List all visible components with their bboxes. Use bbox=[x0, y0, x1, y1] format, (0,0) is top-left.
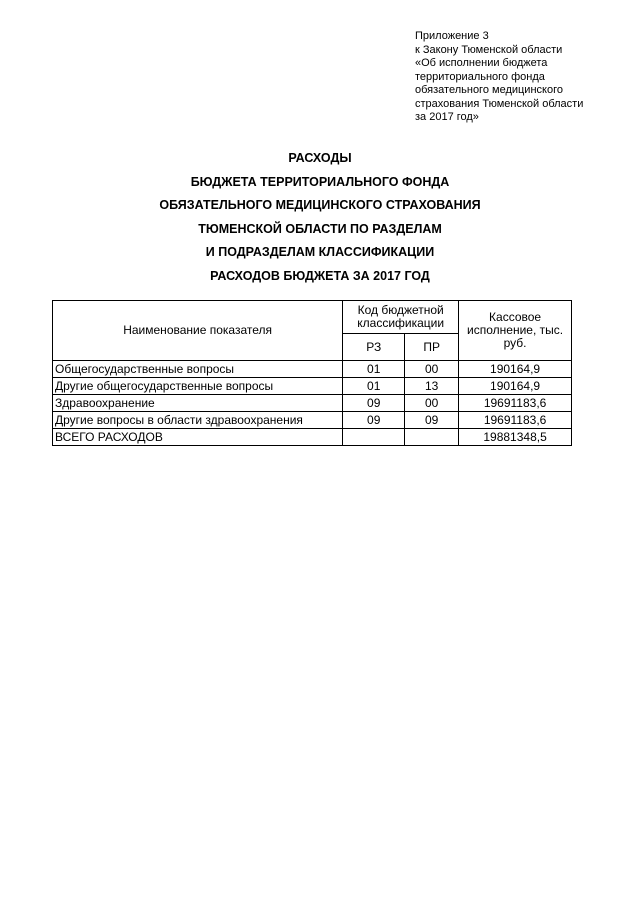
row-name: Общегосударственные вопросы bbox=[53, 361, 343, 378]
appendix-line: «Об исполнении бюджета bbox=[415, 57, 548, 69]
row-amount: 19691183,6 bbox=[459, 395, 572, 412]
title-line: РАСХОДЫ bbox=[288, 151, 352, 165]
row-amount: 19881348,5 bbox=[459, 429, 572, 446]
appendix-line: Приложение 3 bbox=[415, 30, 489, 42]
row-pr: 00 bbox=[405, 395, 459, 412]
table-row bbox=[53, 395, 572, 412]
header-amount: Кассовое исполнение, тыс. руб. bbox=[459, 301, 572, 361]
title-line: ТЮМЕНСКОЙ ОБЛАСТИ ПО РАЗДЕЛАМ bbox=[198, 221, 442, 236]
row-rz: 09 bbox=[343, 412, 405, 429]
header-rz: РЗ bbox=[343, 334, 405, 361]
title-line: РАСХОДОВ БЮДЖЕТА ЗА 2017 ГОД bbox=[210, 268, 430, 283]
row-name: ВСЕГО РАСХОДОВ bbox=[53, 429, 343, 446]
row-name: Здравоохранение bbox=[53, 395, 343, 412]
appendix-line: за 2017 год» bbox=[415, 111, 479, 123]
row-rz: 01 bbox=[343, 361, 405, 378]
row-pr: 00 bbox=[405, 361, 459, 378]
row-amount: 190164,9 bbox=[459, 361, 572, 378]
row-name: Другие общегосударственные вопросы bbox=[53, 378, 343, 395]
appendix-line: страхования Тюменской области bbox=[415, 97, 584, 110]
header-name: Наименование показателя bbox=[53, 301, 343, 361]
appendix-line: обязательного медицинского bbox=[415, 84, 563, 96]
row-amount: 19691183,6 bbox=[459, 412, 572, 429]
document-title bbox=[0, 147, 640, 288]
row-name: Другие вопросы в области здравоохранения bbox=[53, 412, 343, 429]
row-pr bbox=[405, 429, 459, 446]
row-amount: 190164,9 bbox=[459, 378, 572, 395]
table-header-row bbox=[53, 301, 572, 334]
title-line: ОБЯЗАТЕЛЬНОГО МЕДИЦИНСКОГО СТРАХОВАНИЯ bbox=[159, 198, 481, 212]
appendix-line: к Закону Тюменской области bbox=[415, 43, 563, 56]
table-row bbox=[53, 378, 572, 395]
row-pr: 13 bbox=[405, 378, 459, 395]
expenditure-table bbox=[52, 300, 572, 446]
title-line: И ПОДРАЗДЕЛАМ КЛАССИФИКАЦИИ bbox=[205, 245, 435, 259]
header-code-group: Код бюджетной классификации bbox=[343, 301, 459, 334]
row-rz: 09 bbox=[343, 395, 405, 412]
row-rz bbox=[343, 429, 405, 446]
title-line: БЮДЖЕТА ТЕРРИТОРИАЛЬНОГО ФОНДА bbox=[190, 174, 450, 189]
appendix-note bbox=[415, 30, 635, 125]
row-rz: 01 bbox=[343, 378, 405, 395]
header-pr: ПР bbox=[405, 334, 459, 361]
table-row bbox=[53, 361, 572, 378]
table-row bbox=[53, 412, 572, 429]
appendix-line: территориального фонда bbox=[415, 70, 545, 83]
table-total-row bbox=[53, 429, 572, 446]
row-pr: 09 bbox=[405, 412, 459, 429]
